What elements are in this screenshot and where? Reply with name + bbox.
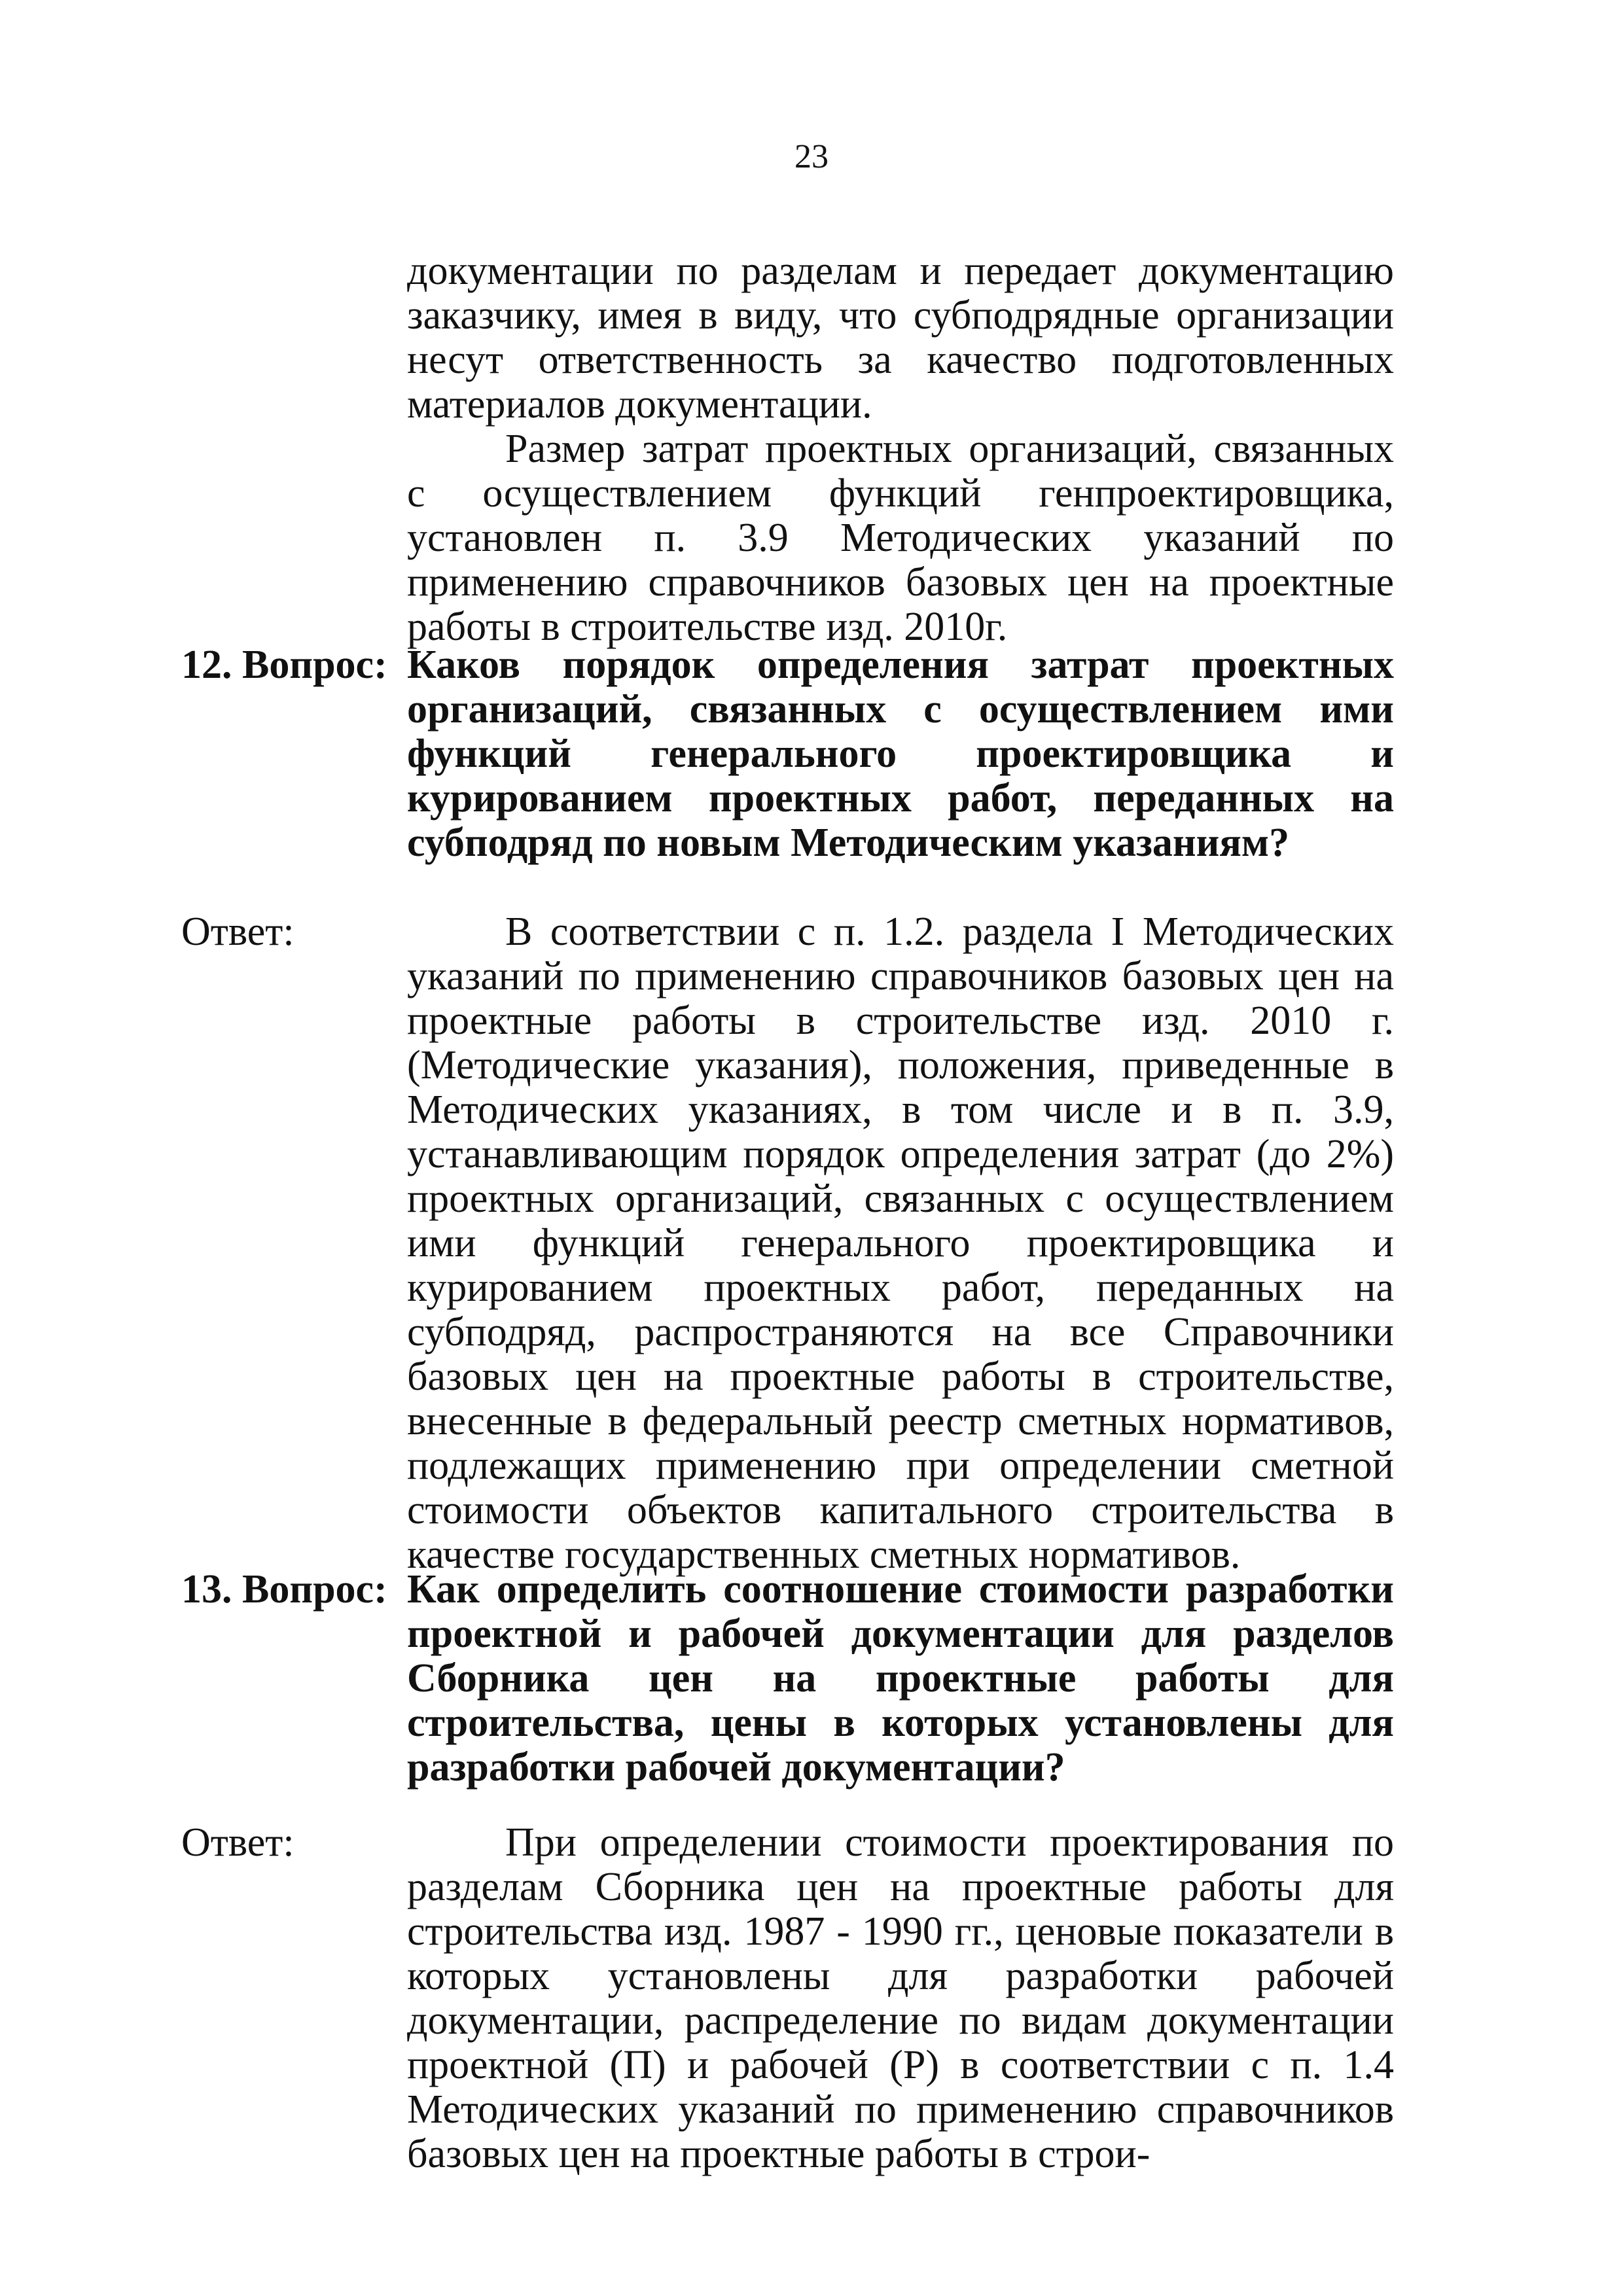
genproject-cost-paragraph: Размер затрат проектных организаций, связанных с осуществлением функций генпроектировщика, установлен п. 3.9 Методических указаний по применению справочников базовых цен на проектные работы в строительстве изд. 2010г. [407, 427, 1394, 649]
answer-13-text: При определении стоимости проектирования по разделам Сборника цен на проектные работы для строительства изд. 1987 - 1990 гг., ценовые показатели в которых установлены для разработки рабочей документации, распределение по видам документации проектной (П) и рабочей (Р) в соответствии с п. 1.4 Методических указаний по применению справочников базовых цен на проектные работы в строи- [407, 1820, 1394, 2176]
continuation-paragraph: документации по разделам и передает документацию заказчику, имея в виду, что субподрядные организации несут ответственность за качество подготовленных материалов документации. [407, 249, 1394, 427]
question-13-text: Как определить соотношение стоимости разработки проектной и рабочей документации для разделов Сборника цен на проектные работы для строительства, цены в которых установлены для разработки рабочей документации? [407, 1567, 1394, 1790]
question-13-label: 13. Вопрос: [181, 1567, 387, 1612]
page-number: 23 [794, 138, 829, 175]
answer-13-label: Ответ: [181, 1820, 294, 1865]
question-12-text: Каков порядок определения затрат проектных организаций, связанных с осуществлением ими функций генерального проектировщика и курированием проектных работ, переданных на субподряд по новым Методическим указаниям? [407, 643, 1394, 865]
question-12-label: 12. Вопрос: [181, 643, 387, 687]
answer-12-text: В соответствии с п. 1.2. раздела I Методических указаний по применению справочников базовых цен на проектные работы в строительстве изд. 2010 г. (Методические указания), положения, приведенные в Методических указаниях, в том числе и в п. 3.9, устанавливающим порядок определения затрат (до 2%) проектных организаций, связанных с осуществлением ими функций генерального проектировщика и курированием проектных работ, переданных на субподряд, распространяются на все Справочники базовых цен на проектные работы в строительстве, внесенные в федеральный реестр сметных нормативов, подлежащих применению при определении сметной стоимости объектов капитального строительства в качестве государственных сметных нормативов. [407, 910, 1394, 1577]
answer-12-label: Ответ: [181, 910, 294, 954]
